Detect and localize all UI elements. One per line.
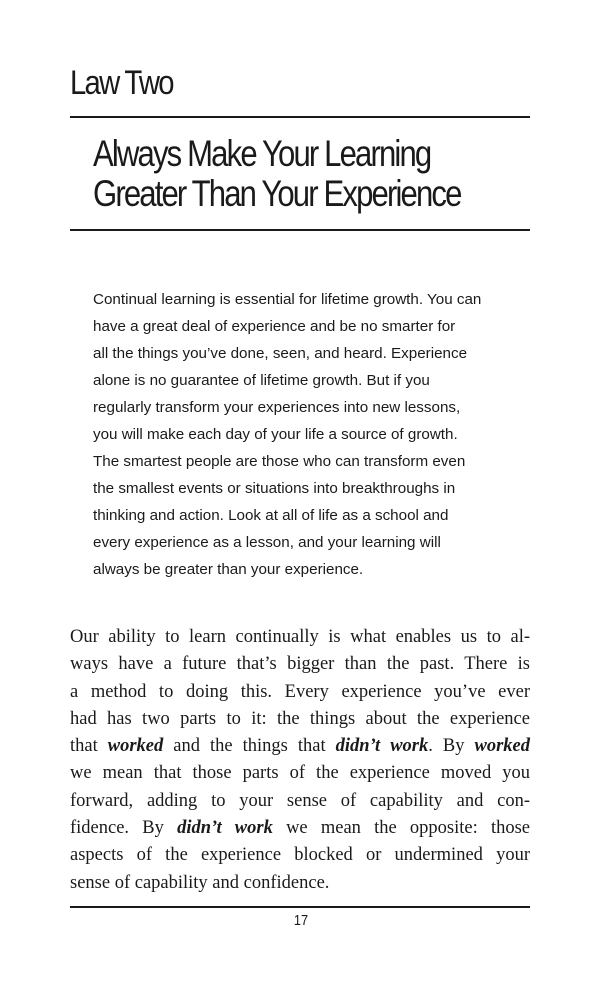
header-divider-bottom: [70, 229, 530, 231]
body-line: forward, adding to your sense of capability and con-: [70, 790, 530, 811]
summary-line: thinking and action. Look at all of life as a school and: [93, 507, 449, 524]
body-text-run: that: [70, 736, 108, 757]
header-divider-top: [70, 116, 530, 118]
summary-line: you will make each day of your life a source of growth.: [93, 426, 458, 443]
body-text-run: fidence. By: [70, 818, 178, 839]
page-number: 17: [293, 912, 309, 929]
summary-line: always be greater than your experience.: [93, 561, 364, 578]
body-line: sense of capability and confidence.: [70, 872, 330, 893]
chapter-title: [93, 134, 530, 214]
body-line: [70, 733, 530, 760]
body-text-run: we mean the opposite: those: [272, 818, 530, 839]
summary-line: the smallest events or situations into breakthroughs in: [93, 480, 456, 497]
body-text-run: and the things that: [163, 736, 336, 757]
summary-line: alone is no guarantee of lifetime growth. But if you: [93, 372, 430, 389]
body-line: we mean that those parts of the experience moved you: [70, 763, 530, 784]
summary-line: every experience as a lesson, and your learning will: [93, 534, 441, 551]
emphasis-worked: worked: [107, 736, 164, 757]
summary-line: all the things you’ve done, seen, and heard. Experience: [93, 345, 468, 362]
summary-line: regularly transform your experiences into new lessons,: [93, 399, 461, 416]
chapter-title-line-2: Greater Than Your Experience: [93, 173, 461, 214]
body-line: had has two parts to it: the things about the experience: [70, 708, 530, 729]
body-line: [70, 815, 530, 842]
footer-divider: [70, 906, 530, 908]
body-line: a method to doing this. Every experience you’ve ever: [70, 681, 530, 702]
body-line: aspects of the experience blocked or undermined your: [70, 845, 530, 866]
summary-line: The smartest people are those who can transform even: [93, 453, 466, 470]
body-line: ways have a future that’s bigger than the past. There is: [70, 654, 530, 675]
body-text-run: . By: [428, 736, 475, 757]
chapter-summary: [93, 286, 533, 583]
summary-line: have a great deal of experience and be no smarter for: [93, 318, 456, 335]
emphasis-didnt-work: didn’t work: [335, 736, 429, 757]
chapter-label: Law Two: [70, 64, 173, 102]
chapter-title-line-1: Always Make Your Learning: [93, 133, 431, 174]
summary-line: Continual learning is essential for lifetime growth. You can: [93, 291, 482, 308]
body-paragraph: [70, 624, 530, 897]
emphasis-worked: worked: [474, 736, 530, 757]
emphasis-didnt-work: didn’t work: [177, 818, 273, 839]
body-line: Our ability to learn continually is what enables us to al-: [70, 627, 530, 647]
